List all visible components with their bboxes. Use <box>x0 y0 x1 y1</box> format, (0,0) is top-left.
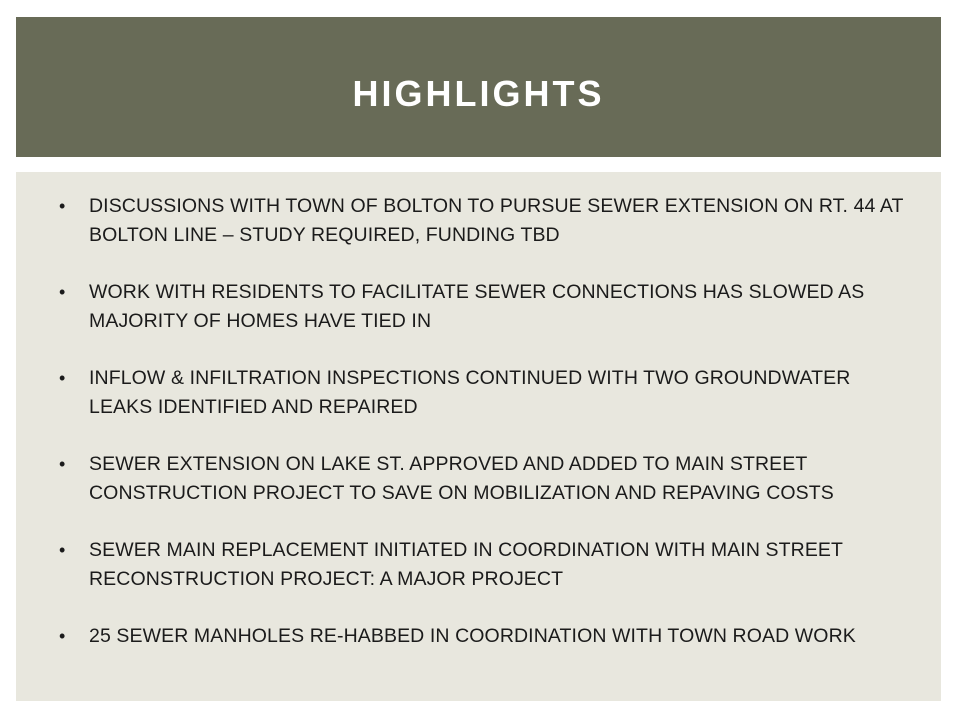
list-item <box>16 278 941 336</box>
list-item <box>16 192 941 250</box>
bullet-text: INFLOW & INFILTRATION INSPECTIONS CONTINUED WITH TWO GROUNDWATER LEAKS IDENTIFIED AND REPAIRED <box>89 367 851 418</box>
bullet-icon: • <box>59 196 66 216</box>
bullet-text: WORK WITH RESIDENTS TO FACILITATE SEWER CONNECTIONS HAS SLOWED AS MAJORITY OF HOMES HAVE TIED IN <box>89 281 865 332</box>
bullet-text: SEWER MAIN REPLACEMENT INITIATED IN COORDINATION WITH MAIN STREET RECONSTRUCTION PROJECT: A MAJOR PROJECT <box>89 539 843 590</box>
content-panel <box>16 172 941 701</box>
bullet-icon: • <box>59 368 66 388</box>
bullet-text: SEWER EXTENSION ON LAKE ST. APPROVED AND ADDED TO MAIN STREET CONSTRUCTION PROJECT TO SAVE ON MOBILIZATION AND REPAVING COSTS <box>89 453 834 504</box>
bullet-text: DISCUSSIONS WITH TOWN OF BOLTON TO PURSUE SEWER EXTENSION ON RT. 44 AT BOLTON LINE – STUDY REQUIRED, FUNDING TBD <box>89 195 904 246</box>
list-item <box>16 536 941 594</box>
list-item <box>16 450 941 508</box>
list-item <box>16 364 941 422</box>
title-band <box>16 17 941 157</box>
bullet-icon: • <box>59 282 66 302</box>
slide-title: HIGHLIGHTS <box>352 73 605 114</box>
list-item <box>16 622 941 651</box>
bullet-icon: • <box>59 454 66 474</box>
bullet-text: 25 SEWER MANHOLES RE-HABBED IN COORDINATION WITH TOWN ROAD WORK <box>89 625 856 647</box>
bullet-list <box>16 192 941 679</box>
bullet-icon: • <box>59 540 66 560</box>
bullet-icon: • <box>59 626 66 646</box>
